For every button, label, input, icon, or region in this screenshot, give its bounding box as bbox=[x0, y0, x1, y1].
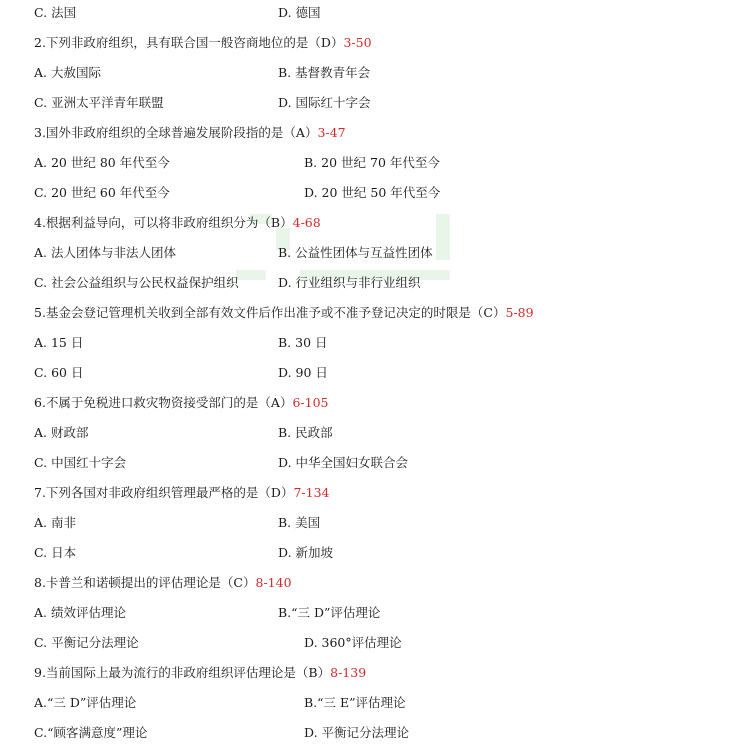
question-text: 3.国外非政府组织的全球普遍发展阶段指的是（A） bbox=[34, 125, 318, 140]
question-row bbox=[34, 214, 321, 232]
option-right: D. 行业组织与非行业组织 bbox=[278, 275, 421, 290]
question-text: 5.基金会登记管理机关收到全部有效文件后作出准予或不准予登记决定的时限是（C） bbox=[34, 305, 506, 320]
option-right: D. 国际红十字会 bbox=[278, 95, 371, 110]
option-left: C. 法国 bbox=[34, 5, 77, 20]
watermark-block bbox=[436, 214, 450, 260]
option-left: C. 20 世纪 60 年代至今 bbox=[34, 185, 170, 200]
option-left: C.“顾客满意度”理论 bbox=[34, 725, 148, 740]
option-right: B. 民政部 bbox=[278, 425, 333, 440]
page-reference: 6-105 bbox=[292, 395, 329, 410]
question-row bbox=[34, 664, 366, 682]
option-right: B.“三 D”评估理论 bbox=[278, 605, 381, 620]
option-left: A. 绩效评估理论 bbox=[34, 605, 126, 620]
page-reference: 5-89 bbox=[505, 305, 534, 320]
option-left: A. 20 世纪 80 年代至今 bbox=[34, 155, 170, 170]
page-reference: 8-139 bbox=[330, 665, 367, 680]
option-right: B. 基督教青年会 bbox=[278, 65, 371, 80]
page-reference: 8-140 bbox=[255, 575, 292, 590]
option-right: D. 中华全国妇女联合会 bbox=[278, 455, 409, 470]
question-row bbox=[34, 304, 534, 322]
question-text: 7.下列各国对非政府组织管理最严格的是（D） bbox=[34, 485, 294, 500]
option-right: B. 美国 bbox=[278, 515, 321, 530]
page-reference: 3-47 bbox=[317, 125, 346, 140]
option-right: D. 平衡记分法理论 bbox=[304, 725, 410, 740]
option-left: A. 法人团体与非法人团体 bbox=[34, 245, 176, 260]
option-left: C. 中国红十字会 bbox=[34, 455, 127, 470]
question-row bbox=[34, 484, 330, 502]
option-right: D. 新加坡 bbox=[278, 545, 334, 560]
option-right: B. 30 日 bbox=[278, 335, 328, 350]
option-right: D. 德国 bbox=[278, 5, 321, 20]
page-reference: 7-134 bbox=[293, 485, 330, 500]
option-right: D. 20 世纪 50 年代至今 bbox=[304, 185, 441, 200]
page-reference: 4-68 bbox=[292, 215, 321, 230]
question-row bbox=[34, 574, 292, 592]
question-text: 9.当前国际上最为流行的非政府组织评估理论是（B） bbox=[34, 665, 331, 680]
option-left: C. 社会公益组织与公民权益保护组织 bbox=[34, 275, 239, 290]
question-text: 6.不属于免税进口救灾物资接受部门的是（A） bbox=[34, 395, 293, 410]
option-right: B.“三 E”评估理论 bbox=[304, 695, 406, 710]
option-left: A. 15 日 bbox=[34, 335, 84, 350]
option-left: A.“三 D”评估理论 bbox=[34, 695, 137, 710]
option-left: A. 南非 bbox=[34, 515, 76, 530]
question-row bbox=[34, 394, 329, 412]
question-text: 8.卡普兰和诺顿提出的评估理论是（C） bbox=[34, 575, 256, 590]
option-left: C. 日本 bbox=[34, 545, 77, 560]
option-right: D. 90 日 bbox=[278, 365, 328, 380]
question-text: 4.根据利益导向，可以将非政府组织分为（B） bbox=[34, 215, 293, 230]
question-row bbox=[34, 124, 346, 142]
option-left: C. 60 日 bbox=[34, 365, 84, 380]
option-left: C. 亚洲太平洋青年联盟 bbox=[34, 95, 164, 110]
option-left: A. 大赦国际 bbox=[34, 65, 101, 80]
page-reference: 3-50 bbox=[343, 35, 372, 50]
question-row bbox=[34, 34, 372, 52]
option-right: B. 公益性团体与互益性团体 bbox=[278, 245, 433, 260]
option-right: B. 20 世纪 70 年代至今 bbox=[304, 155, 440, 170]
option-right: D. 360°评估理论 bbox=[304, 635, 402, 650]
watermark-block bbox=[236, 270, 266, 280]
question-text: 2.下列非政府组织，具有联合国一般咨商地位的是（D） bbox=[34, 35, 344, 50]
option-left: C. 平衡记分法理论 bbox=[34, 635, 139, 650]
option-left: A. 财政部 bbox=[34, 425, 89, 440]
